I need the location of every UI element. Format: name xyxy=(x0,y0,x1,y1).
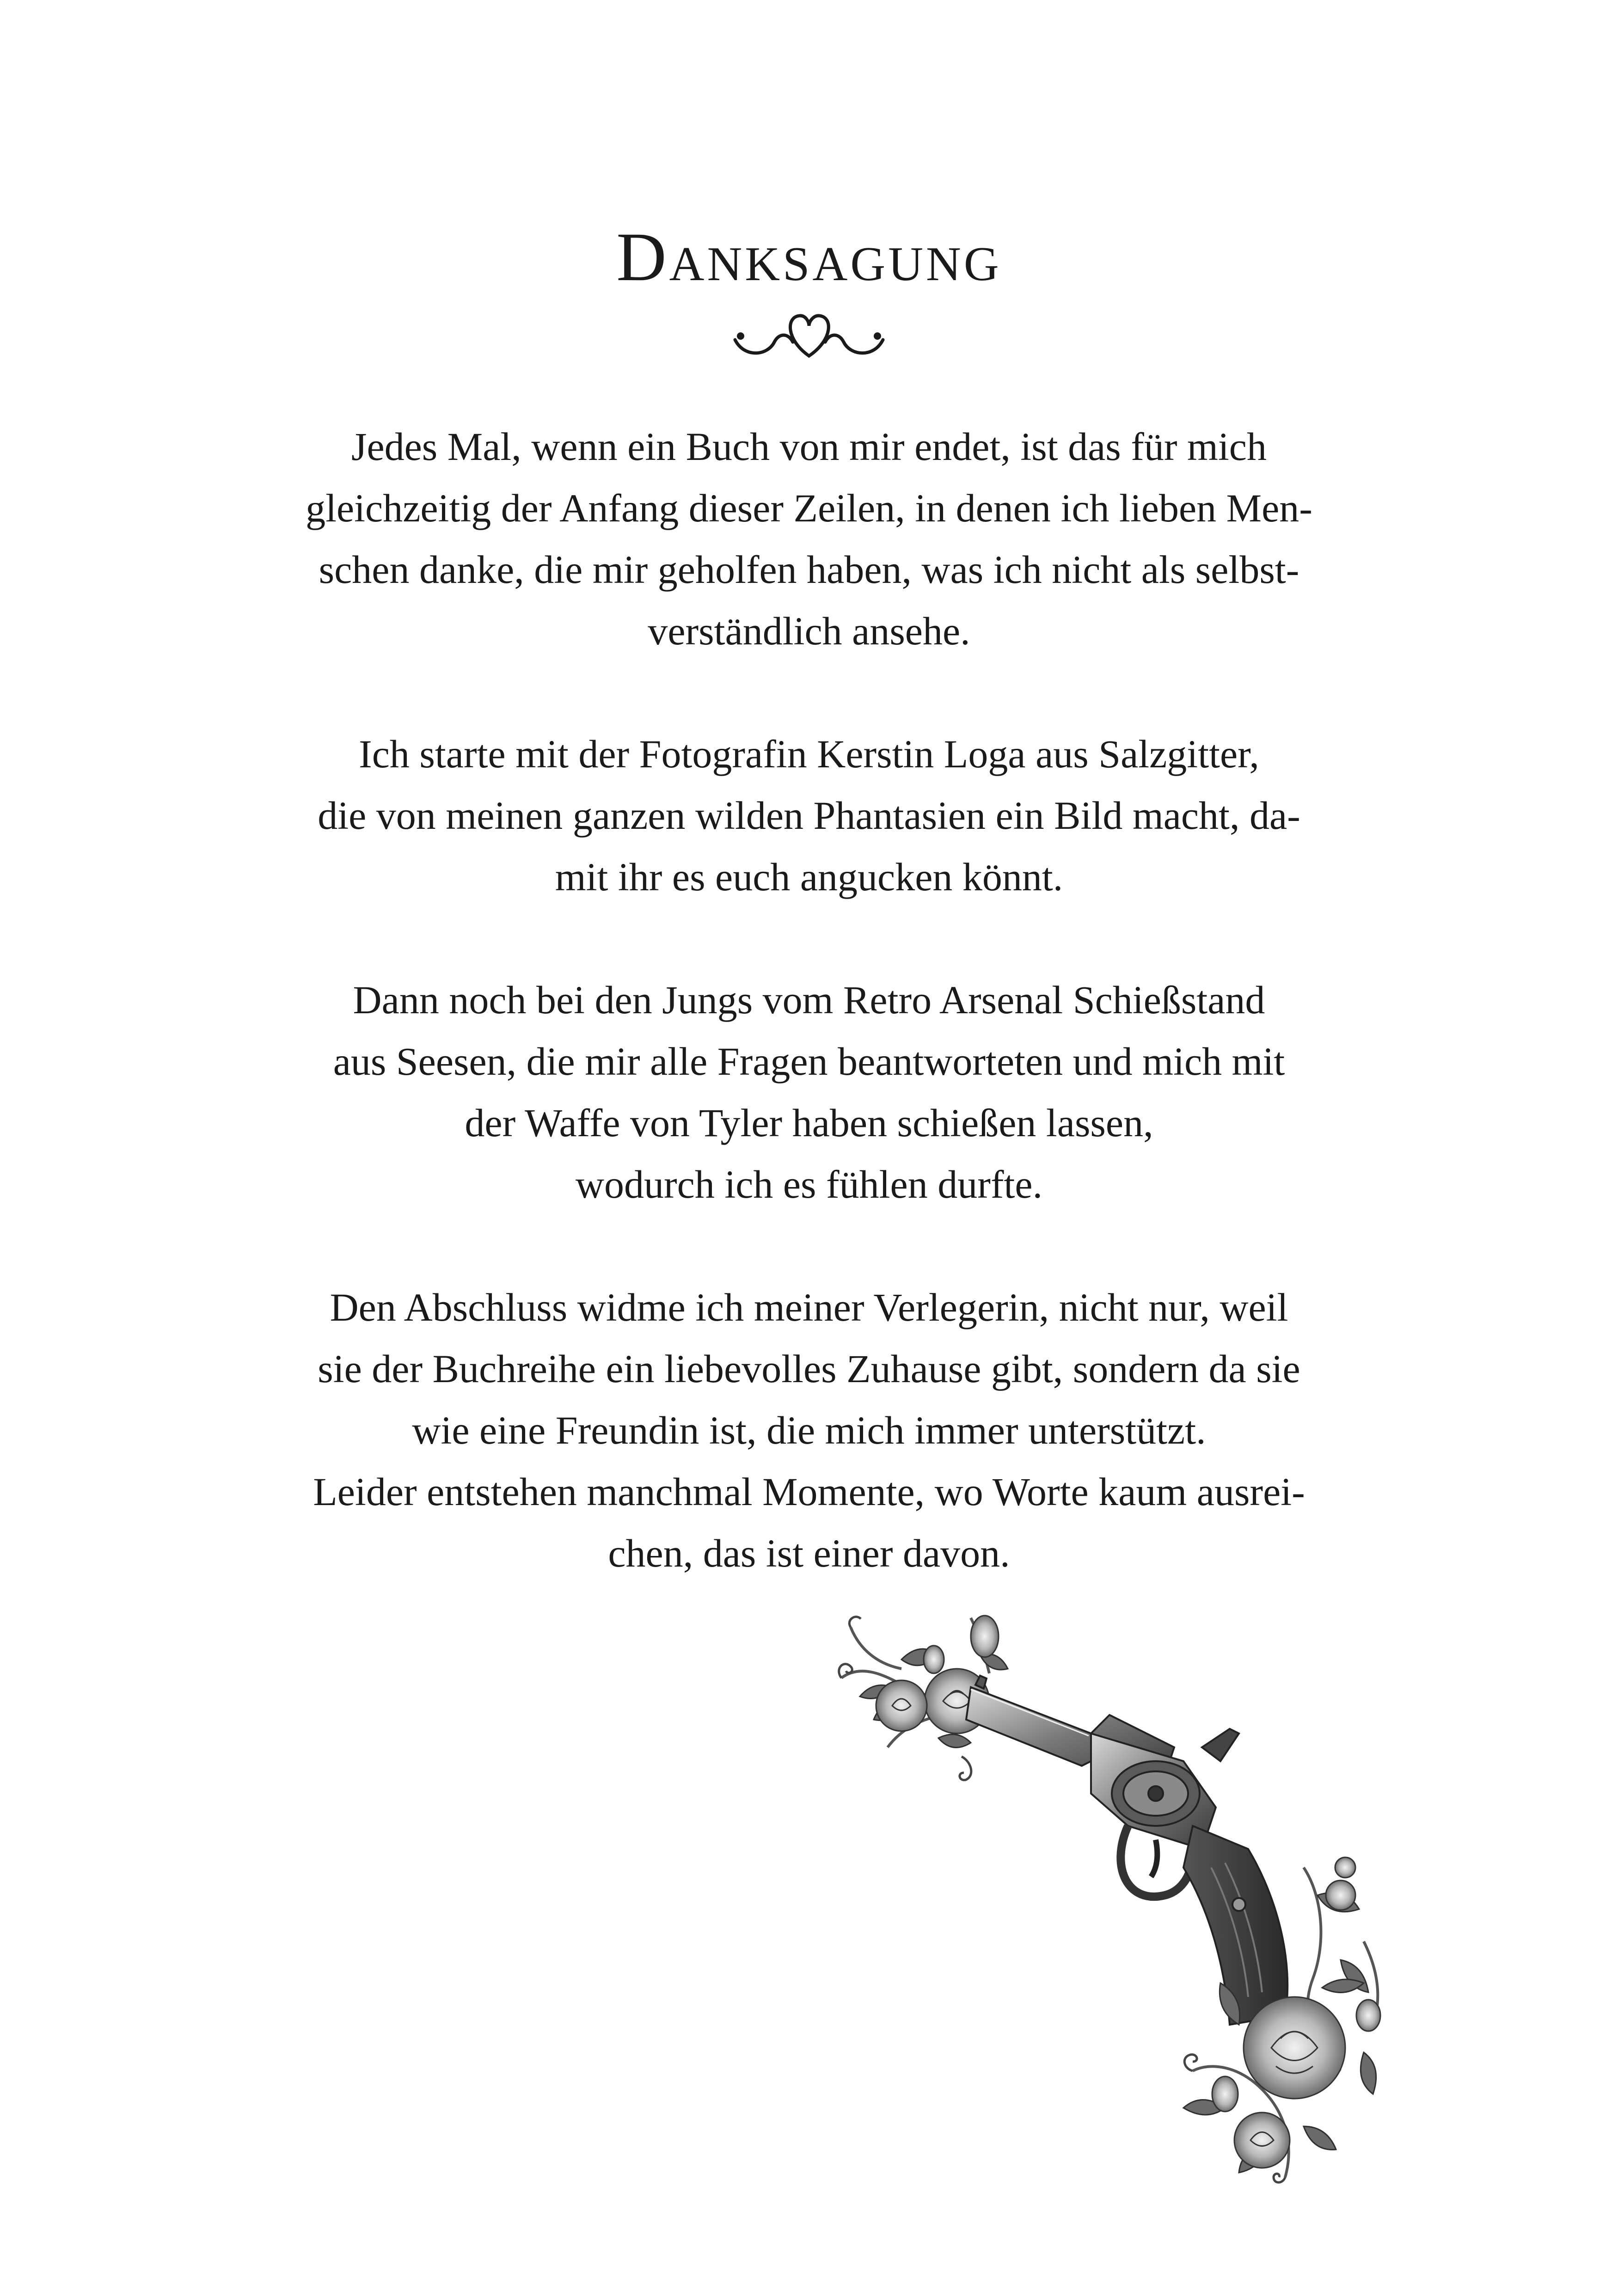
text-line: chen, das ist einer davon. xyxy=(608,1531,1010,1575)
text-line: gleichzeitig der Anfang dieser Zeilen, in denen ich lieben Men- xyxy=(306,486,1312,530)
text-line: wie eine Freundin ist, die mich immer unterstützt. xyxy=(412,1408,1206,1452)
text-line: Ich starte mit der Fotografin Kerstin Loga aus Salzgitter, xyxy=(359,732,1259,776)
paragraph xyxy=(194,416,1424,662)
page-title: Danksagung xyxy=(616,219,1002,295)
text-line: die von meinen ganzen wilden Phantasien ein Bild macht, da- xyxy=(318,793,1300,838)
text-line: wodurch ich es fühlen durfte. xyxy=(575,1162,1043,1206)
text-line: Den Abschluss widme ich meiner Verlegerin, nicht nur, weil xyxy=(330,1285,1288,1329)
paragraph xyxy=(194,1277,1424,1584)
text-line: mit ihr es euch angucken könnt. xyxy=(555,855,1063,899)
paragraph xyxy=(194,723,1424,908)
text-line: verständlich ansehe. xyxy=(648,609,970,653)
text-line: der Waffe von Tyler haben schießen lassen, xyxy=(465,1101,1153,1145)
text-line: Dann noch bei den Jungs vom Retro Arsenal Schießstand xyxy=(353,978,1265,1022)
acknowledgement-text xyxy=(194,416,1424,1646)
text-line: aus Seesen, die mir alle Fragen beantworteten und mich mit xyxy=(333,1039,1285,1084)
text-line: Jedes Mal, wenn ein Buch von mir endet, ist das für mich xyxy=(351,424,1267,469)
text-line: schen danke, die mir geholfen haben, was ich nicht als selbst- xyxy=(319,547,1299,592)
heart-swirl-ornament-icon xyxy=(730,307,888,363)
text-line: Leider entstehen manchmal Momente, wo Worte kaum ausrei- xyxy=(313,1469,1305,1514)
paragraph xyxy=(194,969,1424,1215)
text-line: sie der Buchreihe ein liebevolles Zuhause gibt, sondern da sie xyxy=(318,1347,1300,1391)
revolver-with-roses-icon xyxy=(832,1609,1442,2191)
